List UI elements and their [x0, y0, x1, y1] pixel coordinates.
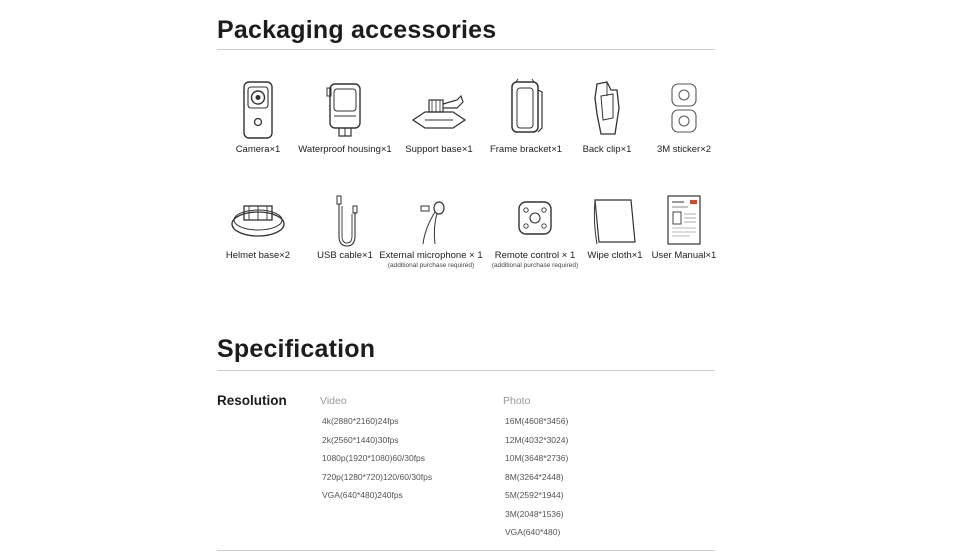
accessory-label: User Manual×1	[651, 250, 717, 261]
video-resolution-list	[322, 412, 432, 505]
accessory-user-manual	[624, 192, 744, 261]
usb-cable-icon	[315, 192, 375, 248]
packaging-divider	[217, 49, 715, 50]
photo-resolution-item: 8M(3264*2448)	[505, 471, 564, 482]
user-manual-icon	[654, 192, 714, 248]
video-resolution-item: 1080p(1920*1080)60/30fps	[322, 453, 426, 463]
frame-bracket-icon	[504, 78, 548, 142]
accessory-note: (additional purchase required)	[491, 262, 579, 269]
specification-title: Specification	[217, 335, 376, 363]
helmet-base-icon	[228, 192, 288, 248]
support-base-icon	[407, 78, 471, 142]
accessory-label: Helmet base×2	[225, 250, 291, 261]
accessory-label: Support base×1	[405, 144, 473, 155]
accessory-label: Frame bracket×1	[489, 144, 563, 155]
accessory-label: Wipe cloth×1	[587, 250, 643, 261]
accessory-label: USB cable×1	[317, 250, 373, 261]
camera-icon	[238, 78, 278, 142]
resolution-label: Resolution	[217, 393, 287, 408]
accessory-label: 3M sticker×2	[656, 144, 712, 155]
specification-divider	[217, 370, 715, 371]
photo-resolution-item: 12M(4032*3024)	[505, 434, 569, 445]
photo-resolution-item: VGA(640*480)	[505, 527, 561, 537]
accessory-external-microphone	[371, 192, 491, 269]
microphone-icon	[401, 192, 461, 248]
photo-resolution-item: 10M(3648*2736)	[505, 453, 569, 463]
photo-resolution-item: 5M(2592*1944)	[505, 490, 564, 500]
video-resolution-item: 2k(2560*1440)30fps	[322, 434, 399, 445]
back-clip-icon	[585, 78, 629, 142]
photo-resolution-list	[505, 412, 568, 542]
video-resolution-item: 720p(1280*720)120/60/30fps	[322, 471, 433, 482]
video-resolution-item: VGA(640*480)240fps	[322, 490, 403, 500]
accessory-label: Back clip×1	[582, 144, 632, 155]
accessory-label: Camera×1	[235, 144, 281, 155]
photo-resolution-item: 3M(2048*1536)	[505, 508, 564, 519]
video-heading: Video	[320, 395, 347, 407]
waterproof-housing-icon	[323, 78, 367, 142]
accessory-label: Waterproof housing×1	[298, 144, 392, 155]
accessory-3m-sticker	[624, 78, 744, 155]
accessory-label: External microphone × 1	[379, 250, 483, 261]
accessory-note: (additional purchase required)	[387, 262, 475, 269]
video-resolution-item: 4k(2880*2160)24fps	[322, 416, 399, 426]
packaging-title: Packaging accessories	[217, 16, 497, 44]
bottom-divider	[217, 550, 715, 551]
photo-resolution-item: 16M(4608*3456)	[505, 416, 569, 426]
accessory-label: Remote control × 1	[494, 250, 576, 261]
photo-heading: Photo	[503, 395, 531, 407]
sticker-icon	[662, 78, 706, 142]
